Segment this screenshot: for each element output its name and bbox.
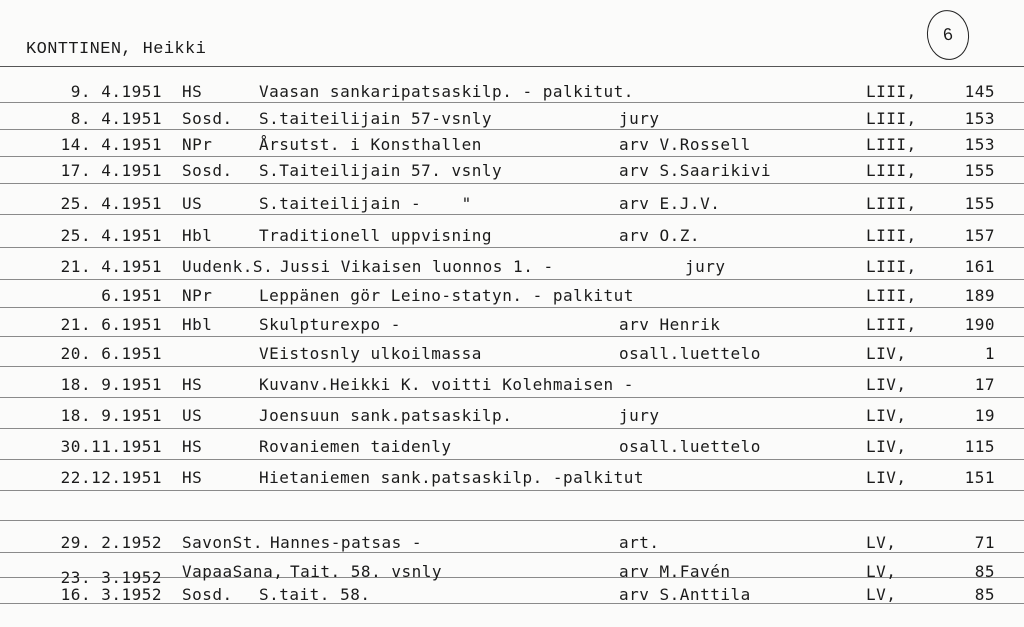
entry-row [0, 466, 1024, 490]
entry-date: 8. 4.1951 [70, 109, 162, 128]
entry-volume: LIII, [866, 257, 917, 276]
entry-source: HS [182, 468, 203, 487]
entry-title: Kuvanv.Heikki K. voitti Kolehmaisen - [259, 375, 634, 394]
entry-volume: LIV, [866, 437, 907, 456]
entry-date: 20. 6.1951 [60, 344, 162, 363]
entry-source: Hbl [182, 315, 213, 334]
entry-page: 189 [964, 286, 995, 305]
ruled-line [0, 520, 1024, 521]
entry-page: 155 [964, 194, 995, 213]
entry-type: jury [685, 257, 726, 276]
entry-row [0, 342, 1024, 366]
entry-source: Sosd. [182, 161, 233, 180]
entry-type: art. [619, 533, 660, 552]
entry-title: Hannes-patsas - [270, 533, 422, 552]
entry-date: 14. 4.1951 [60, 135, 162, 154]
entry-row [0, 583, 1024, 607]
entry-title: Tait. 58. vsnly [290, 562, 442, 581]
entry-type: arv S.Saarikivi [619, 161, 771, 180]
entry-date: 17. 4.1951 [60, 161, 162, 180]
entry-source: HS [182, 437, 203, 456]
entry-page: 157 [964, 226, 995, 245]
entry-type: osall.luettelo [619, 344, 761, 363]
entry-date: 25. 4.1951 [60, 226, 162, 245]
entry-title: Joensuun sank.patsaskilp. [259, 406, 513, 425]
entry-row [0, 435, 1024, 459]
entry-type: arv M.Favén [619, 562, 731, 581]
entry-type: arv E.J.V. [619, 194, 721, 213]
entry-title: Årsutst. i Konsthallen [259, 135, 482, 154]
entry-volume: LIII, [866, 161, 917, 180]
entry-date: 22.12.1951 [60, 468, 162, 487]
ruled-line [0, 279, 1024, 280]
entry-source: VapaaSana, [182, 562, 284, 581]
entry-title: Rovaniemen taidenly [259, 437, 452, 456]
entry-title: Traditionell uppvisning [259, 226, 493, 245]
entry-title: S.taiteilijain 57-vsnly [259, 109, 493, 128]
entry-row [0, 192, 1024, 216]
entry-row [0, 373, 1024, 397]
entry-source: NPr [182, 135, 213, 154]
entry-page: 85 [974, 562, 995, 581]
entry-volume: LIV, [866, 468, 907, 487]
entry-volume: LIII, [866, 135, 917, 154]
entry-date: 9. 4.1951 [70, 82, 162, 101]
entry-page: 1 [984, 344, 995, 363]
entry-row [0, 313, 1024, 337]
entry-type: jury [619, 406, 660, 425]
entry-page: 85 [974, 585, 995, 604]
entry-row [0, 560, 1024, 587]
entry-page: 19 [974, 406, 995, 425]
entry-title: Leppänen gör Leino-statyn. - palkitut [259, 286, 634, 305]
entry-page: 115 [964, 437, 995, 456]
entry-volume: LIII, [866, 226, 917, 245]
entry-title: S.tait. 58. [259, 585, 371, 604]
entry-source: Sosd. [182, 585, 233, 604]
entry-row [0, 133, 1024, 157]
card-number-circle: 6 [924, 7, 973, 62]
entry-row [0, 159, 1024, 183]
entry-date: 30.11.1951 [60, 437, 162, 456]
entry-source: Hbl [182, 226, 213, 245]
entry-type: arv V.Rossell [619, 135, 751, 154]
entry-volume: LIV, [866, 375, 907, 394]
entry-page: 151 [964, 468, 995, 487]
ruled-line [0, 459, 1024, 460]
entry-volume: LIII, [866, 194, 917, 213]
entry-row [0, 531, 1024, 555]
entry-row [0, 224, 1024, 248]
entry-source: Uudenk.S. [182, 257, 274, 276]
entry-page: 155 [964, 161, 995, 180]
card-heading-name: KONTTINEN, Heikki [26, 40, 207, 59]
entry-title: Skulpturexpo - [259, 315, 401, 334]
entry-type: jury [619, 109, 660, 128]
entry-page: 153 [964, 135, 995, 154]
entry-page: 153 [964, 109, 995, 128]
entry-volume: LIII, [866, 109, 917, 128]
entry-title: Jussi Vikaisen luonnos 1. - [280, 257, 554, 276]
entry-date: 16. 3.1952 [60, 585, 162, 604]
entry-volume: LIV, [866, 406, 907, 425]
entry-date: 6.1951 [101, 286, 162, 305]
entry-title: S.Taiteilijain 57. vsnly [259, 161, 503, 180]
entry-source: HS [182, 82, 203, 101]
entry-type: osall.luettelo [619, 437, 761, 456]
entry-source: Sosd. [182, 109, 233, 128]
ruled-line [0, 183, 1024, 184]
entry-page: 145 [964, 82, 995, 101]
entry-source: NPr [182, 286, 213, 305]
ruled-line [0, 490, 1024, 491]
entry-row [0, 284, 1024, 308]
entry-page: 17 [974, 375, 995, 394]
entry-source: US [182, 406, 203, 425]
entry-date: 18. 9.1951 [60, 406, 162, 425]
entry-title: Hietaniemen sank.patsaskilp. -palkitut [259, 468, 645, 487]
entry-row [0, 80, 1024, 104]
entry-page: 71 [974, 533, 995, 552]
entry-volume: LIV, [866, 344, 907, 363]
entry-volume: LV, [866, 562, 897, 581]
entry-volume: LIII, [866, 82, 917, 101]
entry-date: 21. 6.1951 [60, 315, 162, 334]
ruled-line [0, 366, 1024, 367]
entry-title: Vaasan sankaripatsaskilp. - palkitut. [259, 82, 634, 101]
entry-source: US [182, 194, 203, 213]
entry-source: HS [182, 375, 203, 394]
entry-page: 161 [964, 257, 995, 276]
entry-date: 25. 4.1951 [60, 194, 162, 213]
entry-source: SavonSt. [182, 533, 264, 552]
header-rule [0, 66, 1024, 67]
entry-row [0, 404, 1024, 428]
ruled-line [0, 397, 1024, 398]
entry-row [0, 107, 1024, 131]
entry-type: arv Henrik [619, 315, 721, 334]
entry-date: 23. 3.1952 [60, 568, 162, 587]
entry-title: S.taiteilijain - " [259, 194, 472, 213]
entry-volume: LIII, [866, 286, 917, 305]
entry-page: 190 [964, 315, 995, 334]
ruled-line [0, 428, 1024, 429]
entry-row [0, 255, 1024, 279]
entry-date: 21. 4.1951 [60, 257, 162, 276]
entry-type: arv S.Anttila [619, 585, 751, 604]
entry-volume: LIII, [866, 315, 917, 334]
entry-date: 18. 9.1951 [60, 375, 162, 394]
entry-date: 29. 2.1952 [60, 533, 162, 552]
entry-type: arv O.Z. [619, 226, 701, 245]
entry-volume: LV, [866, 533, 897, 552]
entry-title: VEistosnly ulkoilmassa [259, 344, 482, 363]
entry-volume: LV, [866, 585, 897, 604]
